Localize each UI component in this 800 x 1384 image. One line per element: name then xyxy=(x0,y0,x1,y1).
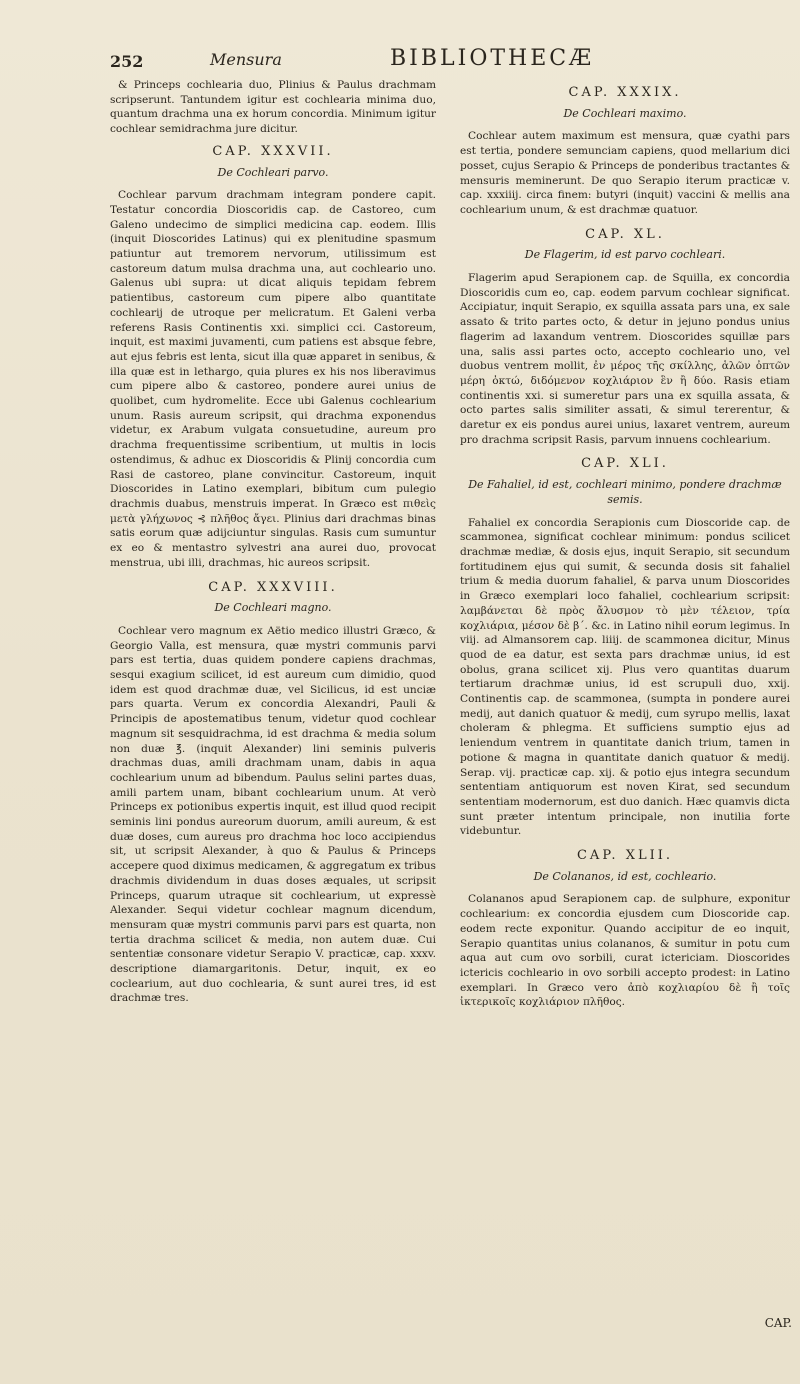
left-column xyxy=(110,78,436,1006)
chapter-41-heading: CAP. XLI. xyxy=(581,456,669,472)
intro-paragraph: & Princeps cochlearia duo, Plinius & Paulus drachmam scripserunt. Tantundem igitur est cochlearia minima duo, quantum drachma una ex horum concordia. Minimum igitur cochlear semidrachma jure dicitur. xyxy=(110,79,436,136)
chapter-38-text: Cochlear vero magnum ex Aëtio medico illustri Græco, & Georgio Valla, est mensura, quæ mystri communis parvi pars est tertia, duas quidem pondere capiens drachmas, sesqui exagium scilicet, id est aureum cum dimidio, quod idem est quod drachmæ duæ, vel Sicilicus, id est unciæ pars quarta. Verum ex concordia Alexandri, Pauli & Principis de apostematibus tenum, videtur quod cochlear magnum sit sesquidrachma, id est drachma & media solum non duæ ℥. (inquit Alexander) lini seminis pulveris drachmas duas, amili drachmam unam, dabis in aqua cochlearium unum ad bibendum. Paulus selini partes duas, amili partem unam, bibant cochlearium unum. At verò Princeps ex potionibus expertis inquit, est illud quod recipit seminis lini pondus aureorum duorum, amili aureum, & est duæ doses, cum aureus pro drachma hoc loco accipiendus sit, ut scripsit Alexander, à quo & Paulus & Princeps accepere quod diximus medicamen, & aggregatum ex tribus drachmis dividendum in duas doses æquales, ut scripsit Princeps, quarum utraque sit cochlearium, ut expressè Alexander. Sequi videtur cochlear magnum dicendum, mensuram quæ mystri communis parvi pars est quarta, non tertia drachma scilicet & media, non autem duæ. Cui sententiæ consonare videtur Serapio V. practicæ, cap. xxxv. descriptione diamargaritonis. Detur, inquit, ex eo coclearium, aut duo cochlearia, & sunt aurei tres, id est drachmæ tres. xyxy=(110,624,436,1005)
catchword: CAP. xyxy=(764,1316,792,1330)
chapter-42-text: Colananos apud Serapionem cap. de sulphure, exponitur cochlearium: ex concordia ejusdem cum Dioscoride cap. eodem recte exponitur. Quando accipitur de eo inquit, Serapio quantitas unius colananos, & sumitur in potu cum aqua aut cum ovo sorbili, curat ictericiam. Dioscorides ictericis cochleario in ovo sorbili accepto prodest: in Latino exemplari. In Græco vero ἀπὸ κοχλιαρίου δὲ ἢ τοῖς ἰκτερικοῖς κοχλιάριον πλῆθος. xyxy=(460,893,790,1009)
chapter-38-subtitle: De Cochleari magno. xyxy=(214,601,332,615)
chapter-41-subtitle: De Fahaliel, id est, cochleari minimo, pondere drachmæ semis. xyxy=(468,478,782,506)
chapter-39-subtitle: De Cochleari maximo. xyxy=(563,106,687,120)
chapter-39-text: Cochlear autem maximum est mensura, quæ cyathi pars est tertia, pondere semunciam capiens, quod mellarium dici posset, cujus Serapio & Princeps de ponderibus tractantes & mensuris meminerunt. De quo Serapio iterum practicæ v. cap. xxxiiij. circa finem: butyri (inquit) vaccini & mellis ana cochlearium unum, & est drachmæ quatuor. xyxy=(460,130,790,216)
page-number: 252 xyxy=(110,52,144,71)
chapter-42-subtitle: De Colananos, id est, cochleario. xyxy=(533,869,717,883)
running-head xyxy=(110,48,770,76)
chapter-39-heading: CAP. XXXIX. xyxy=(568,85,682,100)
chapter-41-text: Fahaliel ex concordia Serapionis cum Dioscoride cap. de scammonea, significat cochlear minimum: pondus scilicet drachmæ mediæ, & dosis ejus, inquit Serapio, sit secundum fortitudinem ejus qui sumit, & secunda dosis sit fahaliel trium & media duorum fahaliel, & parva unum Dioscorides in Græco exemplari loco fahaliel, cochlearium scripsit: λαμβάνεται δὲ πρὸς ἄλυσμον τὸ μὲν τέλειον, τρία κοχλιάρια, μέσον δὲ β΄. &c. in Latino nihil eorum legimus. In viij. ad Almansorem cap. liiij. de scammonea dicitur, Minus quod de ea datur, est sexta pars drachmæ unius, id est obolus, grana scilicet xij. Plus vero quantitas duarum tertiarum drachmæ unius, id est scrupuli duo, xxij. Continentis cap. de scammonea, (sumpta in pondere aurei medij, aut danich quatuor & medij, cum syrupo mellis, laxat choleram & phlegma. Et sufficiens sumptio ejus ad leniendum ventrem in quantitate danich trium, tamen in potione & magna in quantitate danich quatuor & medij. Serap. vij. practicæ cap. xij. & potio ejus integra secundum sententiam antiquorum est noven Kirat, sed secundum sententiam modernorum, est duo danich. Hæc quamvis dicta sunt præter intentum principale, non inutilia forte videbuntur. xyxy=(460,516,790,838)
chapter-42-heading: CAP. XLII. xyxy=(576,848,673,864)
chapter-40-text: Flagerim apud Serapionem cap. de Squilla, ex concordia Dioscoridis cum eo, cap. eodem parvum cochlear significat. Accipiatur, inquit Serapio, ex squilla assata pars una, ex sale assato & trito partes octo, & detur in jejuno pondus unius flagerim ad laxandum ventrem. Dioscorides squillæ pars una, salis assi partes octo, accepto cochleario uno, vel duobus ventrem mollit, ἐν μέρος τῆς σκίλλης, ἁλῶν ὀπτῶν μέρη ὀκτώ, διδόμενον κοχλιάριον ἓν ἢ δύο. Rasis etiam continentis xxi. si sumeretur pars una ex squilla assata, & octo partes salis similiter assati, & simul tererentur, & daretur ex eis pondus aurei unius, laxaret ventrem, aureum pro drachma scripsit Rasis, parvum innuens cochlearium. xyxy=(460,272,790,446)
running-head-word: Mensura xyxy=(210,50,282,69)
chapter-40-heading: CAP. XL. xyxy=(585,226,665,242)
chapter-37-subtitle: De Cochleari parvo. xyxy=(217,165,329,179)
chapter-37-text: Cochlear parvum drachmam integram pondere capit. Testatur concordia Dioscoridis cap. de Castoreo, cum Galeno undecimo de simplici medicina cap. eodem. Illis (inquit Dioscorides Latinus) qui ex plenitudine spasmum patiuntur aut tremorem nervorum, utilissimum est castoreum datum mulsa drachma una, aut cochleario uno. Galenus ubi supra: ut dicat aliquis tepidam febrem patientibus, castoreum cum pipere albo quantitate cochlearij de utroque per melicratum. Et Galeni verba referens Rasis Continentis xxi. simplici cci. Castoreum, inquit, est maximi juvamenti, cum patiens est absque febre, aut ejus febris est lenta, sicut illa quæ apparet in senibus, & illa quæ est in lethargo, quia plures ex his nos liberavimus cum pipere albo & castoreo, pondere aurei unius de quolibet, cum hydromelite. Ecce ubi Galenus cochlearium unum. Rasis aureum scripsit, qui drachma exponendus videtur, ex Arabum vulgata consuetudine, aureum pro drachma frequentissime scribentium, ut multis in locis ostendimus, & adhuc ex Dioscoridis & Plinij concordia cum Rasi de castoreo, plane convincitur. Castoreum, inquit Dioscorides in Latino exemplari, bibitum cum pulegio drachmis duabus, menstruis imperat. In Græco est πιθεὶς μετὰ γλήχωνος ⊰ πλῆθος ἄγει. Plinius dari drachmas binas satis eorum quæ adijciuntur singulas. Rasis cum sumuntur ex eo & mentastro sylvestri ana aurei duo, provocat menstrua, ubi illi, drachmas, hic aureos scripsit. xyxy=(110,189,436,569)
chapter-38-heading: CAP. XXXVIII. xyxy=(208,579,338,595)
running-head-title: BIBLIOTHECÆ xyxy=(390,46,595,71)
chapter-37-heading: CAP. XXXVII. xyxy=(212,143,334,159)
right-column xyxy=(460,78,790,1010)
chapter-40-subtitle: De Flagerim, id est parvo cochleari. xyxy=(524,248,726,262)
